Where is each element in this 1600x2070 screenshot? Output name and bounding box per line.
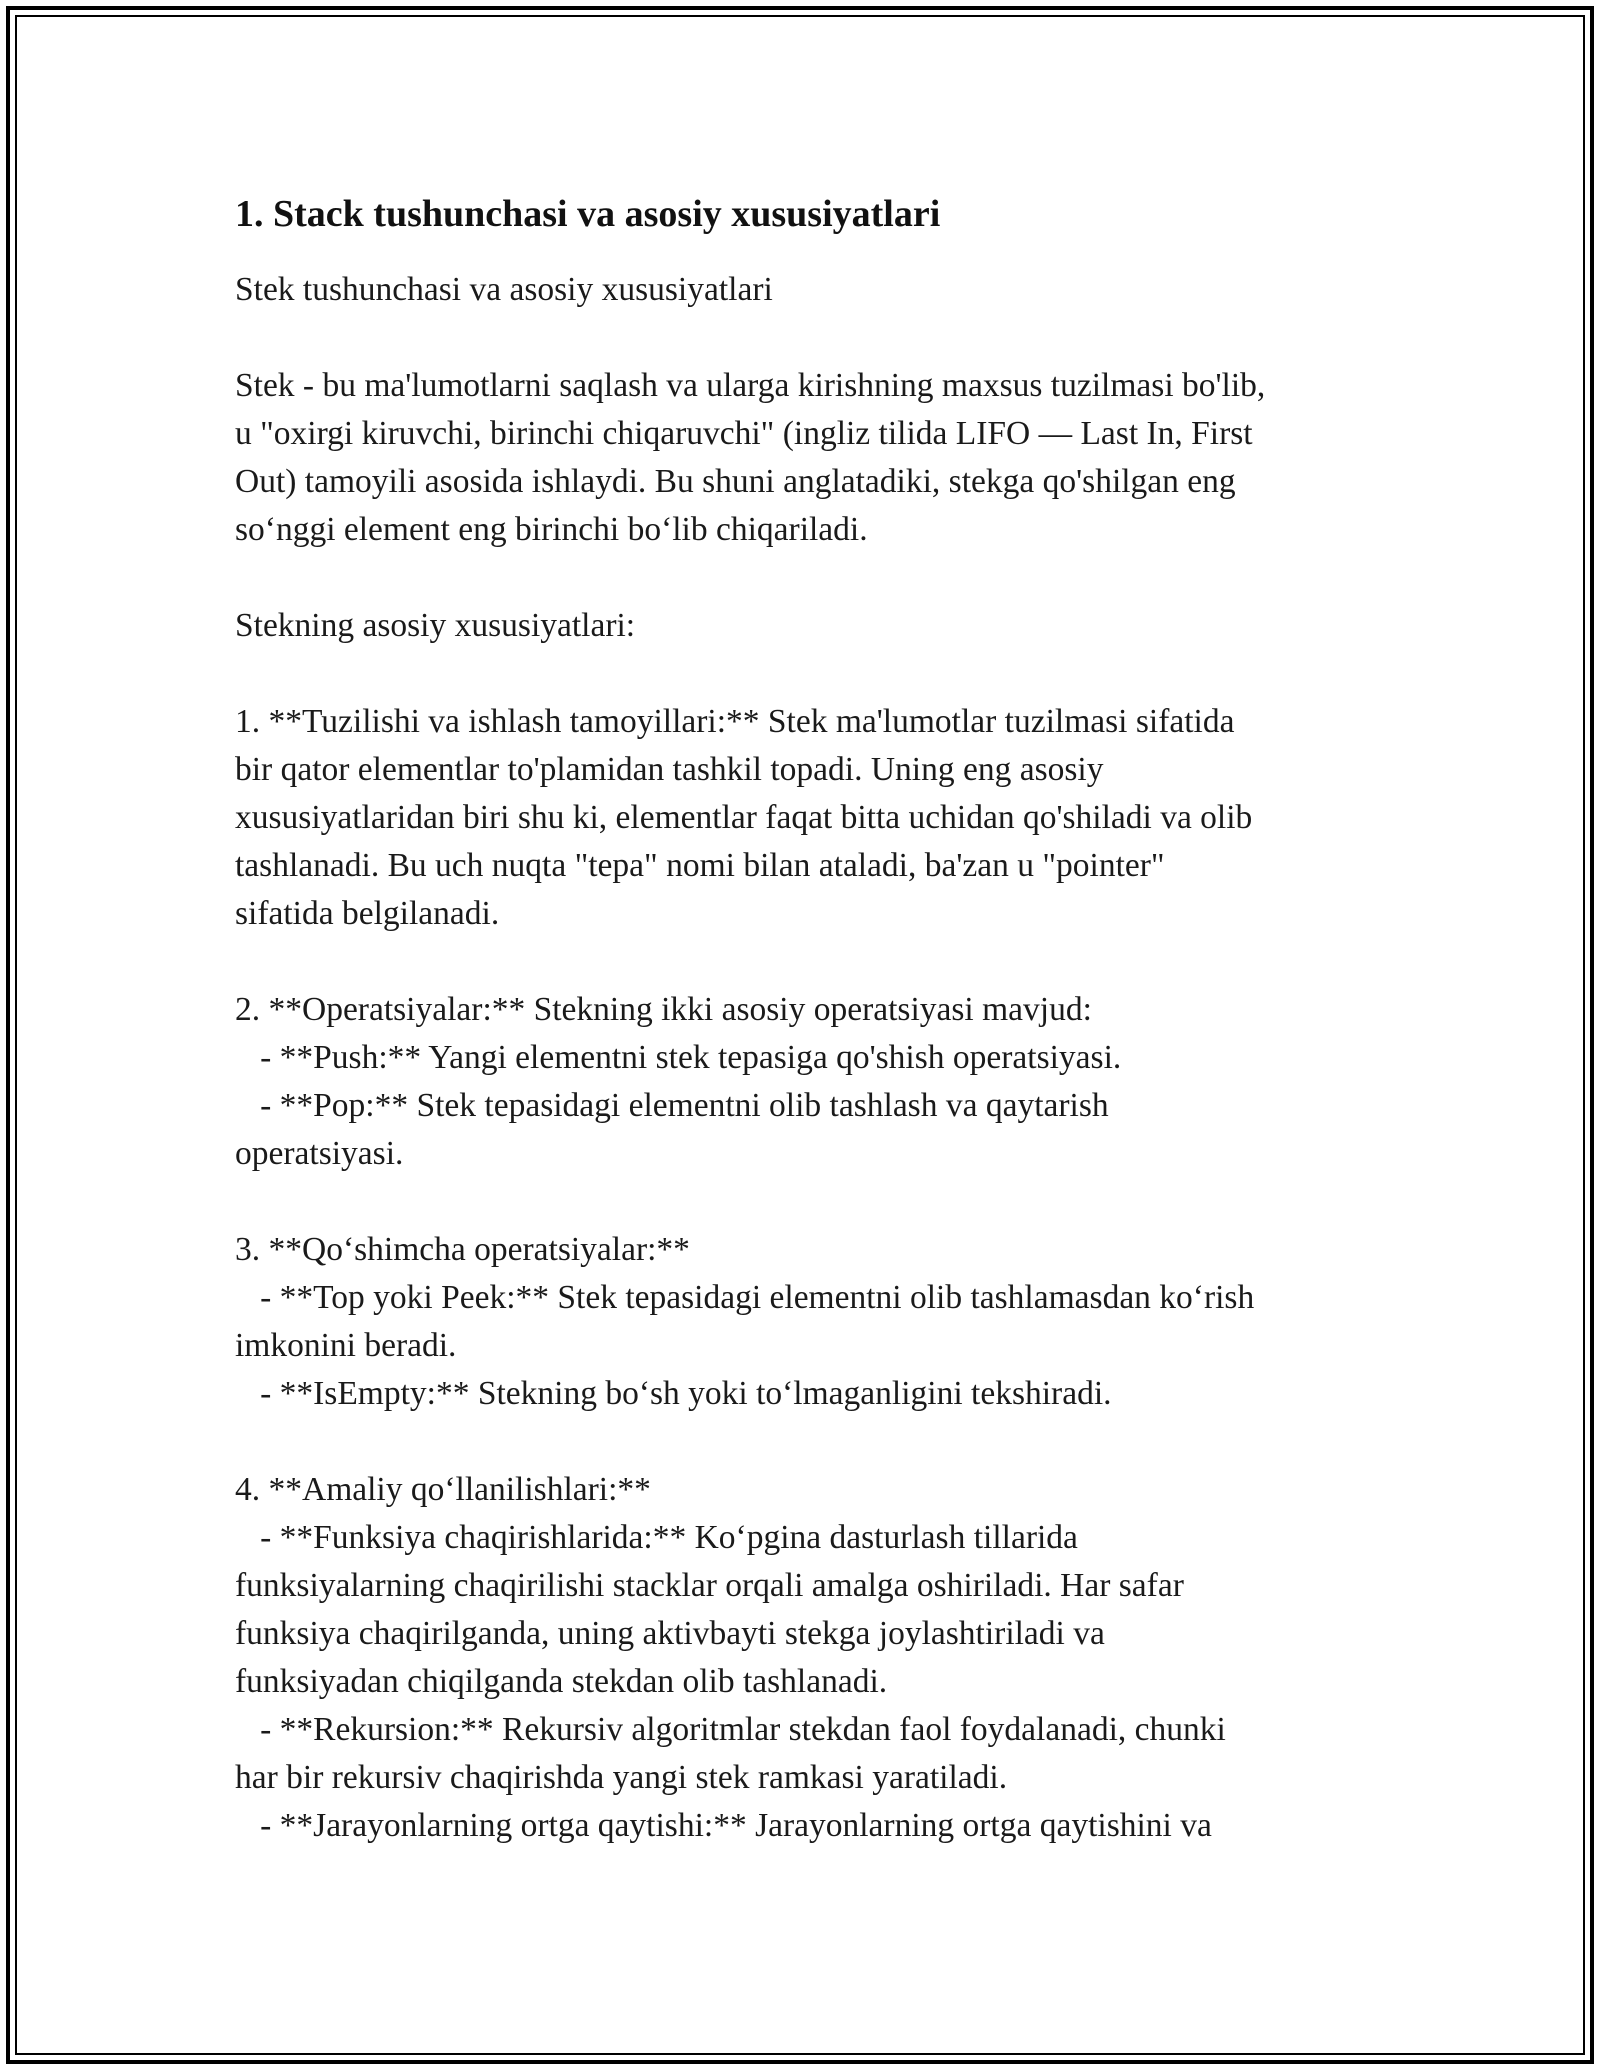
text-line: u "oxirgi kiruvchi, birinchi chiqaruvchi" (ingliz tilida LIFO — Last In, First: [235, 415, 1253, 452]
document-body: [235, 184, 1375, 1850]
paragraph: [235, 602, 1375, 650]
section-heading: 1. Stack tushunchasi va asosiy xususiyatlari: [235, 193, 941, 235]
paragraph-container: [235, 362, 1375, 1850]
text-line: tashlanadi. Bu uch nuqta "tepa" nomi bilan ataladi, ba'zan u "pointer": [235, 847, 1165, 884]
paragraph: [235, 698, 1375, 938]
text-line: funksiya chaqirilganda, uning aktivbayti stekga joylashtiriladi va: [235, 1615, 1105, 1652]
text-line: - **IsEmpty:** Stekning bo‘sh yoki to‘lmaganligini tekshiradi.: [235, 1375, 1112, 1412]
text-line: funksiyalarning chaqirilishi stacklar orqali amalga oshiriladi. Har safar: [235, 1567, 1184, 1604]
paragraph: [235, 362, 1375, 554]
text-line: - **Top yoki Peek:** Stek tepasidagi elementni olib tashlamasdan ko‘rish: [235, 1279, 1255, 1316]
text-line: imkonini beradi.: [235, 1327, 457, 1364]
text-line: xususiyatlaridan biri shu ki, elementlar faqat bitta uchidan qo'shiladi va olib: [235, 799, 1253, 836]
text-line: - **Pop:** Stek tepasidagi elementni olib tashlash va qaytarish: [235, 1087, 1109, 1124]
text-line: Out) tamoyili asosida ishlaydi. Bu shuni anglatadiki, stekga qo'shilgan eng: [235, 463, 1236, 500]
text-line: - **Funksiya chaqirishlarida:** Ko‘pgina dasturlash tillarida: [235, 1519, 1078, 1556]
text-line: - **Push:** Yangi elementni stek tepasiga qo'shish operatsiyasi.: [235, 1039, 1122, 1076]
text-line: operatsiyasi.: [235, 1135, 404, 1172]
text-line: Stek - bu ma'lumotlarni saqlash va ularga kirishning maxsus tuzilmasi bo'lib,: [235, 367, 1266, 404]
text-line: - **Rekursion:** Rekursiv algoritmlar stekdan faol foydalanadi, chunki: [235, 1711, 1226, 1748]
text-line: 1. **Tuzilishi va ishlash tamoyillari:** Stek ma'lumotlar tuzilmasi sifatida: [235, 703, 1235, 740]
text-line: so‘nggi element eng birinchi bo‘lib chiqariladi.: [235, 511, 868, 548]
text-line: 3. **Qo‘shimcha operatsiyalar:**: [235, 1231, 690, 1268]
paragraph: [235, 1466, 1375, 1850]
text-line: bir qator elementlar to'plamidan tashkil topadi. Uning eng asosiy: [235, 751, 1104, 788]
paragraph: [235, 986, 1375, 1178]
text-line: - **Jarayonlarning ortga qaytishi:** Jarayonlarning ortga qaytishini va: [235, 1807, 1212, 1844]
section-subtitle: Stek tushunchasi va asosiy xususiyatlari: [235, 271, 773, 308]
paragraph: [235, 1226, 1375, 1418]
text-line: 2. **Operatsiyalar:** Stekning ikki asosiy operatsiyasi mavjud:: [235, 991, 1092, 1028]
text-line: sifatida belgilanadi.: [235, 895, 500, 932]
text-line: 4. **Amaliy qo‘llanilishlari:**: [235, 1471, 651, 1508]
text-line: har bir rekursiv chaqirishda yangi stek ramkasi yaratiladi.: [235, 1759, 1008, 1796]
text-line: Stekning asosiy xususiyatlari:: [235, 607, 636, 644]
text-line: funksiyadan chiqilganda stekdan olib tashlanadi.: [235, 1663, 888, 1700]
